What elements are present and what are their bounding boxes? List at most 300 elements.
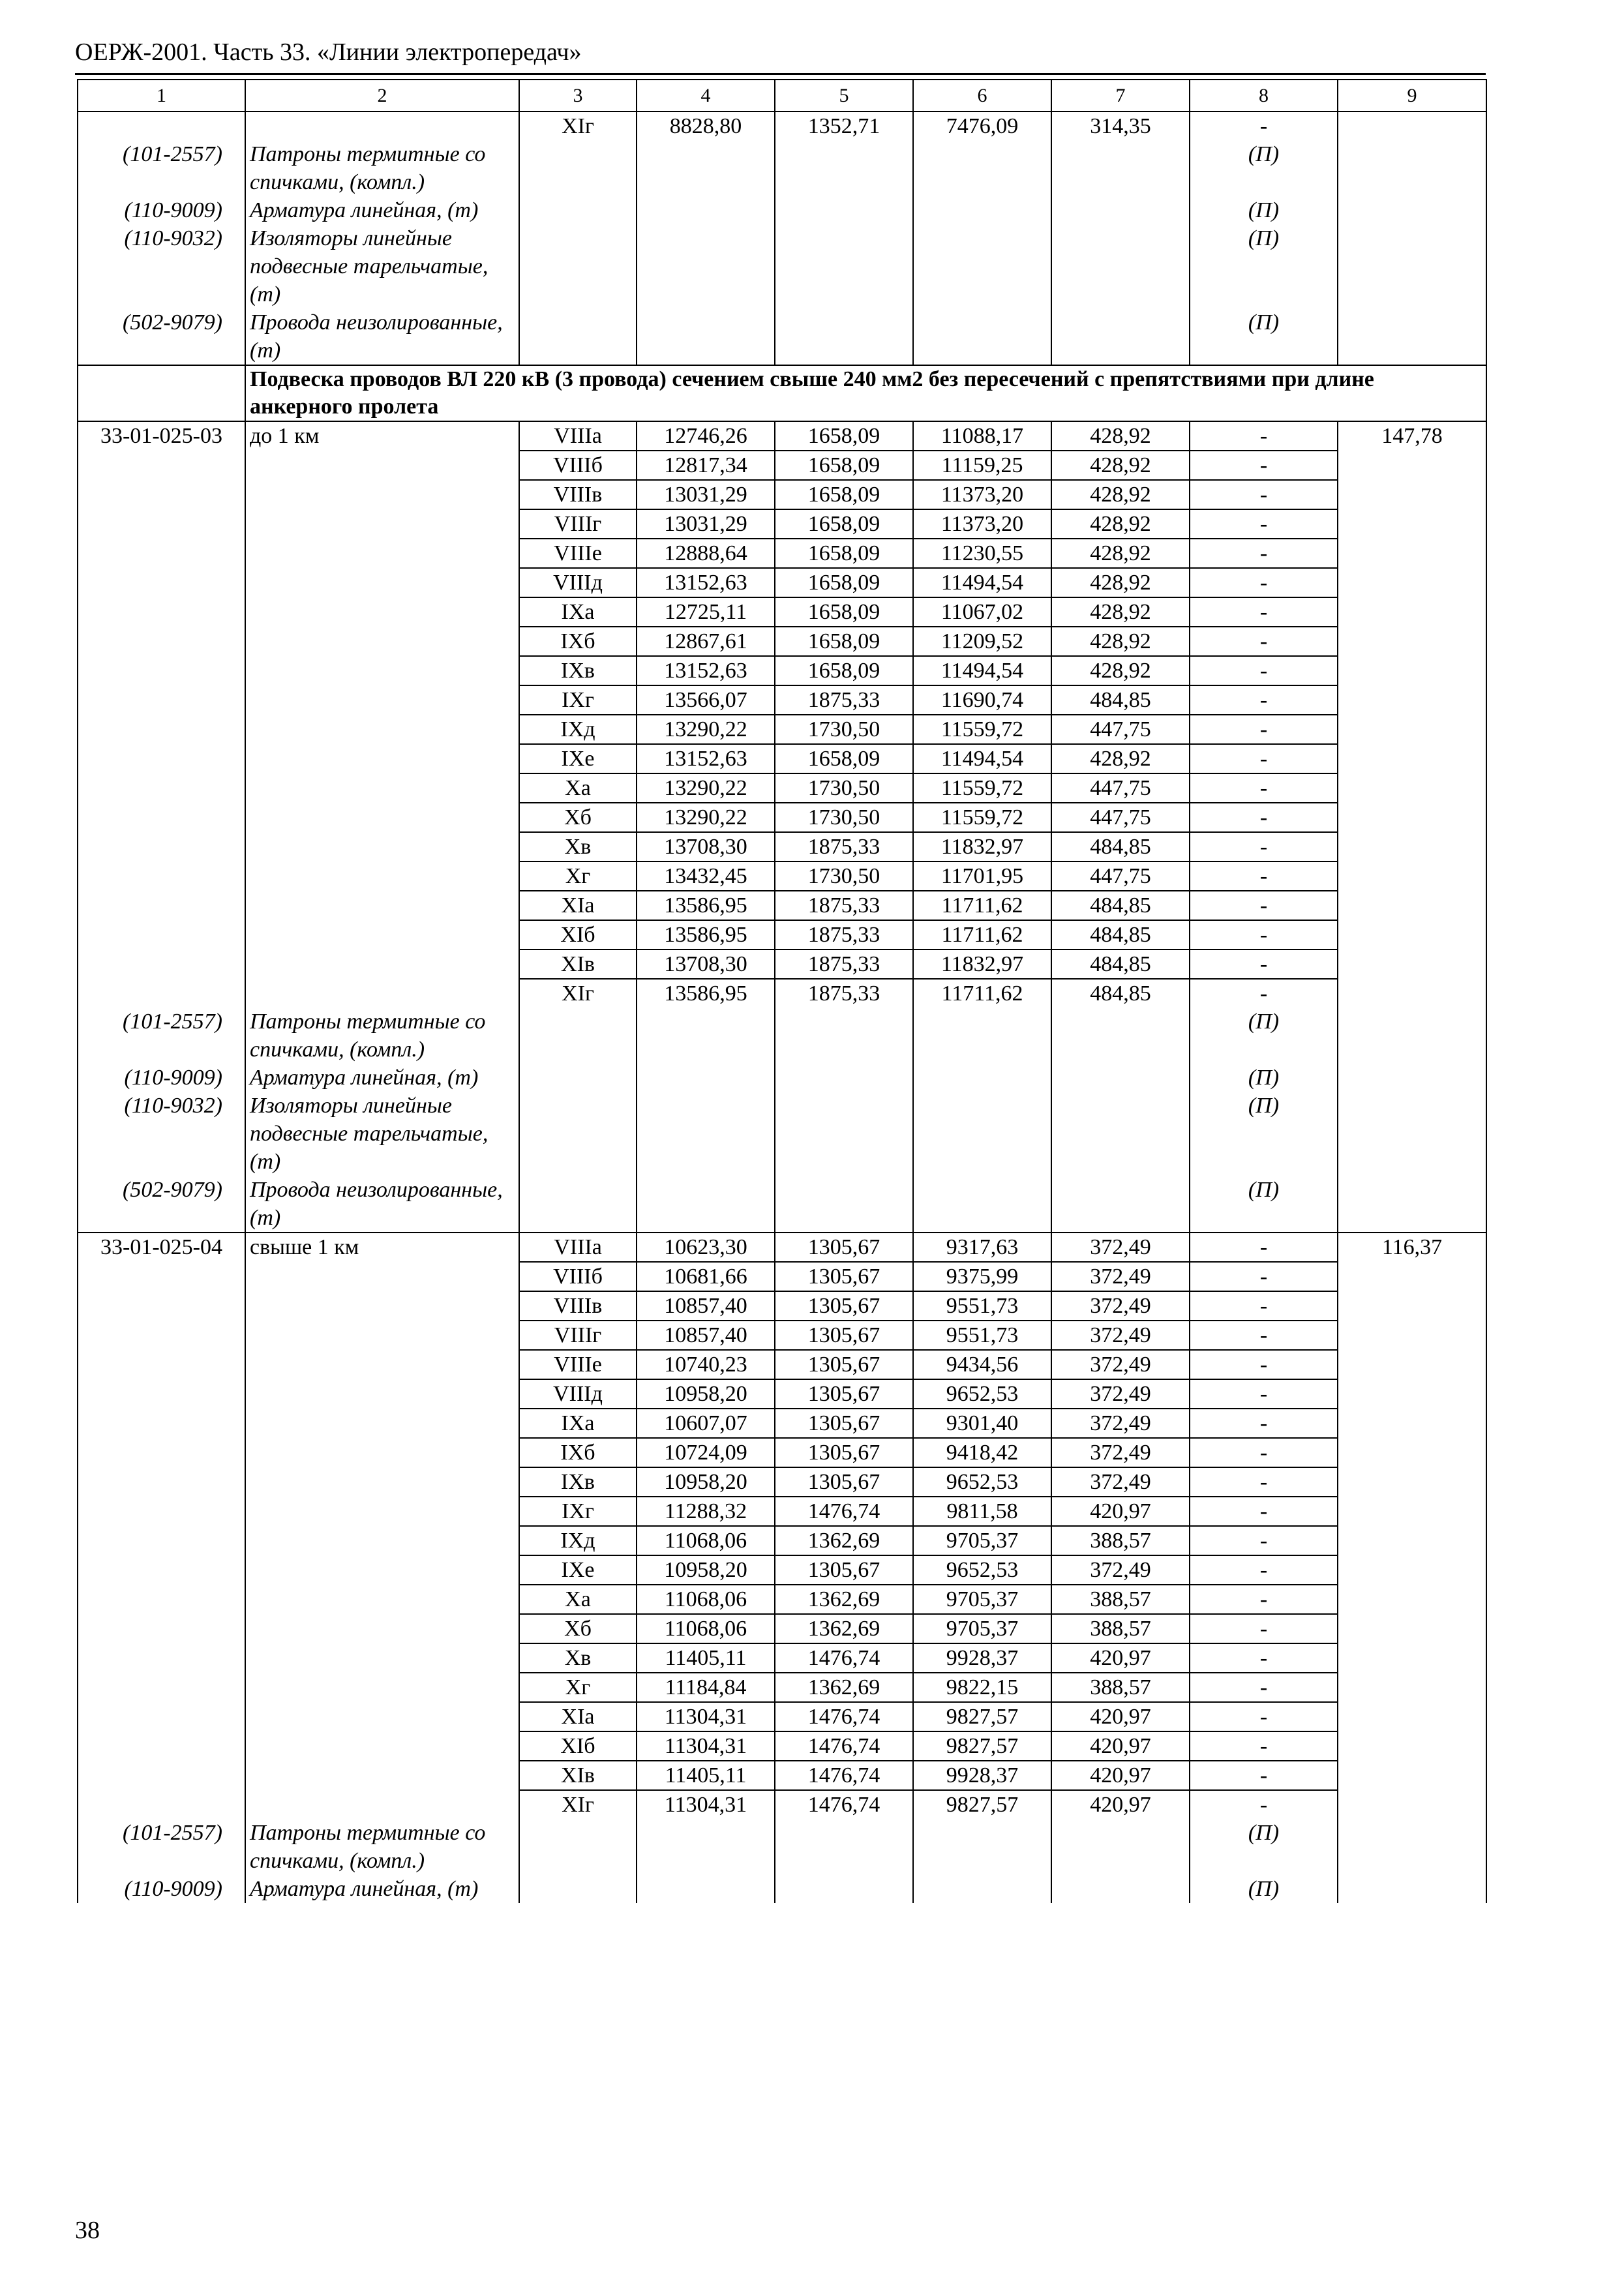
class-cell: IXб [519, 1438, 637, 1467]
value-cell: - [1190, 627, 1338, 656]
table-row [78, 1555, 1486, 1585]
value-cell: - [1190, 1526, 1338, 1555]
material-code: (110-9009) [78, 196, 245, 224]
value-cell: 1305,67 [775, 1409, 913, 1438]
header-rule [75, 73, 1486, 75]
value-cell: 484,85 [1051, 950, 1190, 979]
material-mark: (П) [1190, 1008, 1338, 1064]
empty-cell [245, 1321, 519, 1350]
value-cell: 9928,37 [913, 1643, 1051, 1673]
empty-cell [78, 1555, 245, 1585]
value-cell: 13432,45 [637, 861, 775, 891]
table-row [78, 1379, 1486, 1409]
empty-cell [1338, 627, 1486, 656]
value-cell: 428,92 [1051, 568, 1190, 597]
empty-cell [78, 1379, 245, 1409]
empty-cell [1051, 1092, 1190, 1176]
empty-cell [775, 196, 913, 224]
value-cell: 13290,22 [637, 715, 775, 744]
value-cell: 11494,54 [913, 568, 1051, 597]
empty-cell [913, 1176, 1051, 1233]
value-cell: - [1190, 509, 1338, 539]
table-row [78, 1614, 1486, 1643]
empty-cell [1338, 112, 1486, 140]
value-cell: 1658,09 [775, 539, 913, 568]
class-cell: VIIIе [519, 539, 637, 568]
value-cell: 1875,33 [775, 832, 913, 861]
value-cell: 10958,20 [637, 1467, 775, 1497]
empty-cell [1051, 196, 1190, 224]
class-cell: VIIIв [519, 480, 637, 509]
value-cell: 1305,67 [775, 1350, 913, 1379]
value-cell: XIг [519, 112, 637, 140]
value-cell: 12867,61 [637, 627, 775, 656]
value-cell: 11405,11 [637, 1761, 775, 1790]
empty-cell [245, 891, 519, 920]
material-mark: (П) [1190, 1176, 1338, 1233]
table-row [78, 1819, 1486, 1875]
material-mark: (П) [1190, 1092, 1338, 1176]
value-cell: 8828,80 [637, 112, 775, 140]
empty-cell [78, 1585, 245, 1614]
value-cell: 11088,17 [913, 421, 1051, 451]
material-code: (101-2557) [78, 1819, 245, 1875]
empty-cell [78, 597, 245, 627]
empty-cell [1338, 1702, 1486, 1731]
value-cell: 11373,20 [913, 509, 1051, 539]
value-cell: - [1190, 920, 1338, 950]
value-cell: 1658,09 [775, 568, 913, 597]
value-cell: 1476,74 [775, 1643, 913, 1673]
empty-cell [245, 1379, 519, 1409]
empty-cell [637, 308, 775, 365]
value-cell: 372,49 [1051, 1409, 1190, 1438]
value-cell: - [1190, 1321, 1338, 1350]
value-cell: 10623,30 [637, 1233, 775, 1262]
value-cell: 428,92 [1051, 656, 1190, 685]
value-cell: 372,49 [1051, 1291, 1190, 1321]
value-cell: 388,57 [1051, 1585, 1190, 1614]
value-cell: 9652,53 [913, 1555, 1051, 1585]
value-cell: 11304,31 [637, 1731, 775, 1761]
empty-cell [78, 1731, 245, 1761]
empty-cell [637, 1176, 775, 1233]
value-cell: 9434,56 [913, 1350, 1051, 1379]
table-row [78, 773, 1486, 803]
value-cell: 1658,09 [775, 627, 913, 656]
empty-cell [1338, 1526, 1486, 1555]
value-cell: 11209,52 [913, 627, 1051, 656]
value-cell: - [1190, 1731, 1338, 1761]
material-code: (110-9009) [78, 1064, 245, 1092]
value-cell: 484,85 [1051, 891, 1190, 920]
value-cell: - [1190, 715, 1338, 744]
material-code: (110-9009) [78, 1875, 245, 1903]
empty-cell [1338, 1585, 1486, 1614]
table-row [78, 1526, 1486, 1555]
value-cell: 428,92 [1051, 509, 1190, 539]
value-cell: 13566,07 [637, 685, 775, 715]
class-cell: IXб [519, 627, 637, 656]
value-cell: - [1190, 451, 1338, 480]
value-cell: 9375,99 [913, 1262, 1051, 1291]
value-cell: - [1190, 861, 1338, 891]
empty-cell [78, 1526, 245, 1555]
empty-cell [245, 1790, 519, 1819]
class-cell: IXе [519, 744, 637, 773]
value-cell: - [1190, 1790, 1338, 1819]
empty-cell [1338, 308, 1486, 365]
value-cell: 9652,53 [913, 1379, 1051, 1409]
table-row [78, 715, 1486, 744]
value-cell: 11068,06 [637, 1526, 775, 1555]
value-cell: - [1190, 421, 1338, 451]
material-name: Изоляторы линейные подвесные тарельчатые, (т) [245, 1092, 519, 1176]
class-cell: VIIIг [519, 1321, 637, 1350]
table-row [78, 365, 1486, 421]
empty-cell [1338, 1438, 1486, 1467]
value-cell: - [1190, 1467, 1338, 1497]
empty-cell [1338, 509, 1486, 539]
table-row [78, 1233, 1486, 1262]
empty-cell [519, 1092, 637, 1176]
section-title: Подвеска проводов ВЛ 220 кВ (3 провода) сечением свыше 240 мм2 без пересечений с препятствиями при длине анкерного пролета [245, 365, 1486, 421]
material-code: (101-2557) [78, 1008, 245, 1064]
value-cell: 12888,64 [637, 539, 775, 568]
table-row [78, 1643, 1486, 1673]
class-cell: IXг [519, 685, 637, 715]
empty-cell [1051, 1875, 1190, 1903]
value-cell: - [1190, 803, 1338, 832]
value-cell: 12725,11 [637, 597, 775, 627]
value-cell: 10681,66 [637, 1262, 775, 1291]
empty-cell [78, 685, 245, 715]
class-cell: IXв [519, 1467, 637, 1497]
empty-cell [1338, 1555, 1486, 1585]
empty-cell [245, 1467, 519, 1497]
empty-cell [78, 1790, 245, 1819]
empty-cell [245, 451, 519, 480]
value-cell: 1730,50 [775, 715, 913, 744]
value-cell: - [1190, 597, 1338, 627]
empty-cell [637, 140, 775, 196]
value-cell: 372,49 [1051, 1438, 1190, 1467]
value-cell: 388,57 [1051, 1614, 1190, 1643]
material-mark: (П) [1190, 140, 1338, 196]
value-cell: 484,85 [1051, 979, 1190, 1008]
empty-cell [775, 1008, 913, 1064]
empty-cell [1338, 773, 1486, 803]
empty-cell [775, 224, 913, 308]
column-number-cell: 4 [637, 80, 775, 112]
material-code: (101-2557) [78, 140, 245, 196]
class-cell: IXа [519, 597, 637, 627]
empty-cell [245, 509, 519, 539]
empty-cell [245, 1673, 519, 1702]
material-code: (110-9032) [78, 1092, 245, 1176]
value-cell: 1362,69 [775, 1614, 913, 1643]
value-cell: - [1190, 950, 1338, 979]
value-cell: 1305,67 [775, 1262, 913, 1291]
value-cell: 1362,69 [775, 1673, 913, 1702]
empty-cell [245, 1350, 519, 1379]
empty-cell [519, 140, 637, 196]
class-cell: Xв [519, 1643, 637, 1673]
value-cell: 11288,32 [637, 1497, 775, 1526]
value-cell: 1730,50 [775, 773, 913, 803]
value-cell: 484,85 [1051, 920, 1190, 950]
column-number-cell: 6 [913, 80, 1051, 112]
value-cell: - [1190, 656, 1338, 685]
empty-cell [78, 1438, 245, 1467]
table-row [78, 568, 1486, 597]
value-cell: 420,97 [1051, 1761, 1190, 1790]
table-row [78, 979, 1486, 1008]
table-row [78, 1291, 1486, 1321]
value-cell: 9418,42 [913, 1438, 1051, 1467]
empty-cell [78, 920, 245, 950]
empty-cell [519, 1176, 637, 1233]
empty-cell [78, 861, 245, 891]
value-cell: 1730,50 [775, 803, 913, 832]
empty-cell [1338, 832, 1486, 861]
empty-cell [1338, 1291, 1486, 1321]
value-cell: 420,97 [1051, 1497, 1190, 1526]
table-row [78, 656, 1486, 685]
table-row [78, 744, 1486, 773]
table-row [78, 1467, 1486, 1497]
class-cell: XIв [519, 950, 637, 979]
class-cell: VIIIб [519, 1262, 637, 1291]
value-cell: 1362,69 [775, 1585, 913, 1614]
value-cell: 7476,09 [913, 112, 1051, 140]
empty-cell [519, 196, 637, 224]
table-row [78, 1731, 1486, 1761]
table-row [78, 1702, 1486, 1731]
value-cell: 9301,40 [913, 1409, 1051, 1438]
empty-cell [775, 1875, 913, 1903]
value-cell: 9551,73 [913, 1321, 1051, 1350]
material-name: Арматура линейная, (т) [245, 1875, 519, 1903]
empty-cell [78, 1643, 245, 1673]
class-cell: XIа [519, 891, 637, 920]
empty-cell [637, 196, 775, 224]
material-mark: (П) [1190, 1064, 1338, 1092]
column-number-cell: 8 [1190, 80, 1338, 112]
table-row [78, 891, 1486, 920]
empty-cell [245, 112, 519, 140]
class-cell: XIб [519, 1731, 637, 1761]
empty-cell [245, 1409, 519, 1438]
table-row [78, 1585, 1486, 1614]
value-cell: 1305,67 [775, 1438, 913, 1467]
table-row [78, 196, 1486, 224]
empty-cell [1338, 1731, 1486, 1761]
value-cell: 372,49 [1051, 1233, 1190, 1262]
empty-cell [637, 1064, 775, 1092]
class-cell: Xг [519, 861, 637, 891]
empty-cell [519, 224, 637, 308]
value-cell: 372,49 [1051, 1321, 1190, 1350]
value-cell: 484,85 [1051, 685, 1190, 715]
value-cell: 1875,33 [775, 685, 913, 715]
column-number-cell: 5 [775, 80, 913, 112]
empty-cell [1338, 1350, 1486, 1379]
empty-cell [78, 803, 245, 832]
empty-cell [78, 1673, 245, 1702]
empty-cell [637, 224, 775, 308]
empty-cell [245, 1438, 519, 1467]
value-cell: 11230,55 [913, 539, 1051, 568]
empty-cell [1338, 891, 1486, 920]
table-row [78, 539, 1486, 568]
page-header: ОЕРЖ-2001. Часть 33. «Линии электропередач» [75, 38, 582, 66]
value-cell: 11559,72 [913, 773, 1051, 803]
empty-cell [245, 832, 519, 861]
class-cell: VIIIд [519, 1379, 637, 1409]
value-cell: 13031,29 [637, 509, 775, 539]
empty-cell [1338, 950, 1486, 979]
table-row [78, 224, 1486, 308]
value-cell: 13031,29 [637, 480, 775, 509]
empty-cell [775, 1092, 913, 1176]
value-cell: 420,97 [1051, 1731, 1190, 1761]
value-cell: 10607,07 [637, 1409, 775, 1438]
value-cell: 10724,09 [637, 1438, 775, 1467]
value-cell: - [1190, 1614, 1338, 1643]
column-number-cell: 2 [245, 80, 519, 112]
value-cell: - [1190, 979, 1338, 1008]
empty-cell [245, 1614, 519, 1643]
empty-cell [519, 1064, 637, 1092]
empty-cell [637, 1819, 775, 1875]
value-cell: 11559,72 [913, 715, 1051, 744]
column-number-cell: 1 [78, 80, 245, 112]
class-cell: VIIIд [519, 568, 637, 597]
value-cell: - [1190, 1379, 1338, 1409]
value-cell: 9827,57 [913, 1702, 1051, 1731]
empty-cell [78, 365, 245, 421]
table-row [78, 685, 1486, 715]
empty-cell [913, 140, 1051, 196]
empty-cell [245, 1585, 519, 1614]
page-number: 38 [75, 2217, 100, 2244]
table-row [78, 1176, 1486, 1233]
table-row [78, 421, 1486, 451]
value-cell: 10958,20 [637, 1379, 775, 1409]
value-cell: 11559,72 [913, 803, 1051, 832]
material-name: Патроны термитные со спичками, (компл.) [245, 1008, 519, 1064]
empty-cell [245, 950, 519, 979]
value-cell: 1658,09 [775, 597, 913, 627]
empty-cell [913, 1008, 1051, 1064]
material-mark: (П) [1190, 308, 1338, 365]
class-cell: XIв [519, 1761, 637, 1790]
rates-table [77, 79, 1487, 1903]
value-cell: 13586,95 [637, 920, 775, 950]
value-cell: 11832,97 [913, 950, 1051, 979]
value-cell: 428,92 [1051, 744, 1190, 773]
value-cell: - [1190, 1761, 1338, 1790]
empty-cell [519, 308, 637, 365]
value-cell: 11159,25 [913, 451, 1051, 480]
empty-cell [245, 715, 519, 744]
material-code: (502-9079) [78, 308, 245, 365]
value-cell: 13152,63 [637, 568, 775, 597]
value-cell: 1658,09 [775, 744, 913, 773]
empty-cell [245, 1526, 519, 1555]
value-cell: 1305,67 [775, 1379, 913, 1409]
column-number-cell: 3 [519, 80, 637, 112]
value-cell: 1362,69 [775, 1526, 913, 1555]
empty-cell [78, 891, 245, 920]
class-cell: IXд [519, 1526, 637, 1555]
class-cell: Xг [519, 1673, 637, 1702]
value-cell: 13586,95 [637, 979, 775, 1008]
value-cell: 1305,67 [775, 1467, 913, 1497]
value-cell: 10740,23 [637, 1350, 775, 1379]
empty-cell [1338, 1761, 1486, 1790]
value-cell: 9811,58 [913, 1497, 1051, 1526]
empty-cell [1338, 224, 1486, 308]
empty-cell [1338, 1321, 1486, 1350]
empty-cell [775, 1176, 913, 1233]
empty-cell [1338, 1176, 1486, 1233]
value-cell: 1352,71 [775, 112, 913, 140]
value-cell: 428,92 [1051, 451, 1190, 480]
empty-cell [245, 803, 519, 832]
empty-cell [1338, 744, 1486, 773]
value-cell: - [1190, 1350, 1338, 1379]
empty-cell [1051, 1008, 1190, 1064]
value-cell: 11494,54 [913, 744, 1051, 773]
value-cell: 11304,31 [637, 1790, 775, 1819]
empty-cell [775, 1064, 913, 1092]
empty-cell [245, 744, 519, 773]
value-cell: 1658,09 [775, 451, 913, 480]
class-cell: VIIIг [519, 509, 637, 539]
empty-cell [1051, 224, 1190, 308]
value-cell: 9705,37 [913, 1585, 1051, 1614]
empty-cell [637, 1092, 775, 1176]
value-cell: 13290,22 [637, 803, 775, 832]
empty-cell [245, 920, 519, 950]
material-mark: (П) [1190, 224, 1338, 308]
table-row [78, 1438, 1486, 1467]
table-row [78, 803, 1486, 832]
value-cell: 11690,74 [913, 685, 1051, 715]
empty-cell [78, 979, 245, 1008]
value-cell: 1305,67 [775, 1555, 913, 1585]
value-cell: 13586,95 [637, 891, 775, 920]
value-cell: 12746,26 [637, 421, 775, 451]
empty-cell [78, 832, 245, 861]
empty-cell [1338, 803, 1486, 832]
value-cell: - [1190, 1438, 1338, 1467]
empty-cell [913, 224, 1051, 308]
empty-cell [245, 1262, 519, 1291]
empty-cell [1338, 1092, 1486, 1176]
value-cell: 9827,57 [913, 1790, 1051, 1819]
empty-cell [78, 480, 245, 509]
value-cell: 13152,63 [637, 656, 775, 685]
value-cell: 9705,37 [913, 1526, 1051, 1555]
table-row [78, 1673, 1486, 1702]
value-cell: 484,85 [1051, 832, 1190, 861]
table-row [78, 1321, 1486, 1350]
value-cell: 11711,62 [913, 891, 1051, 920]
table-row [78, 509, 1486, 539]
